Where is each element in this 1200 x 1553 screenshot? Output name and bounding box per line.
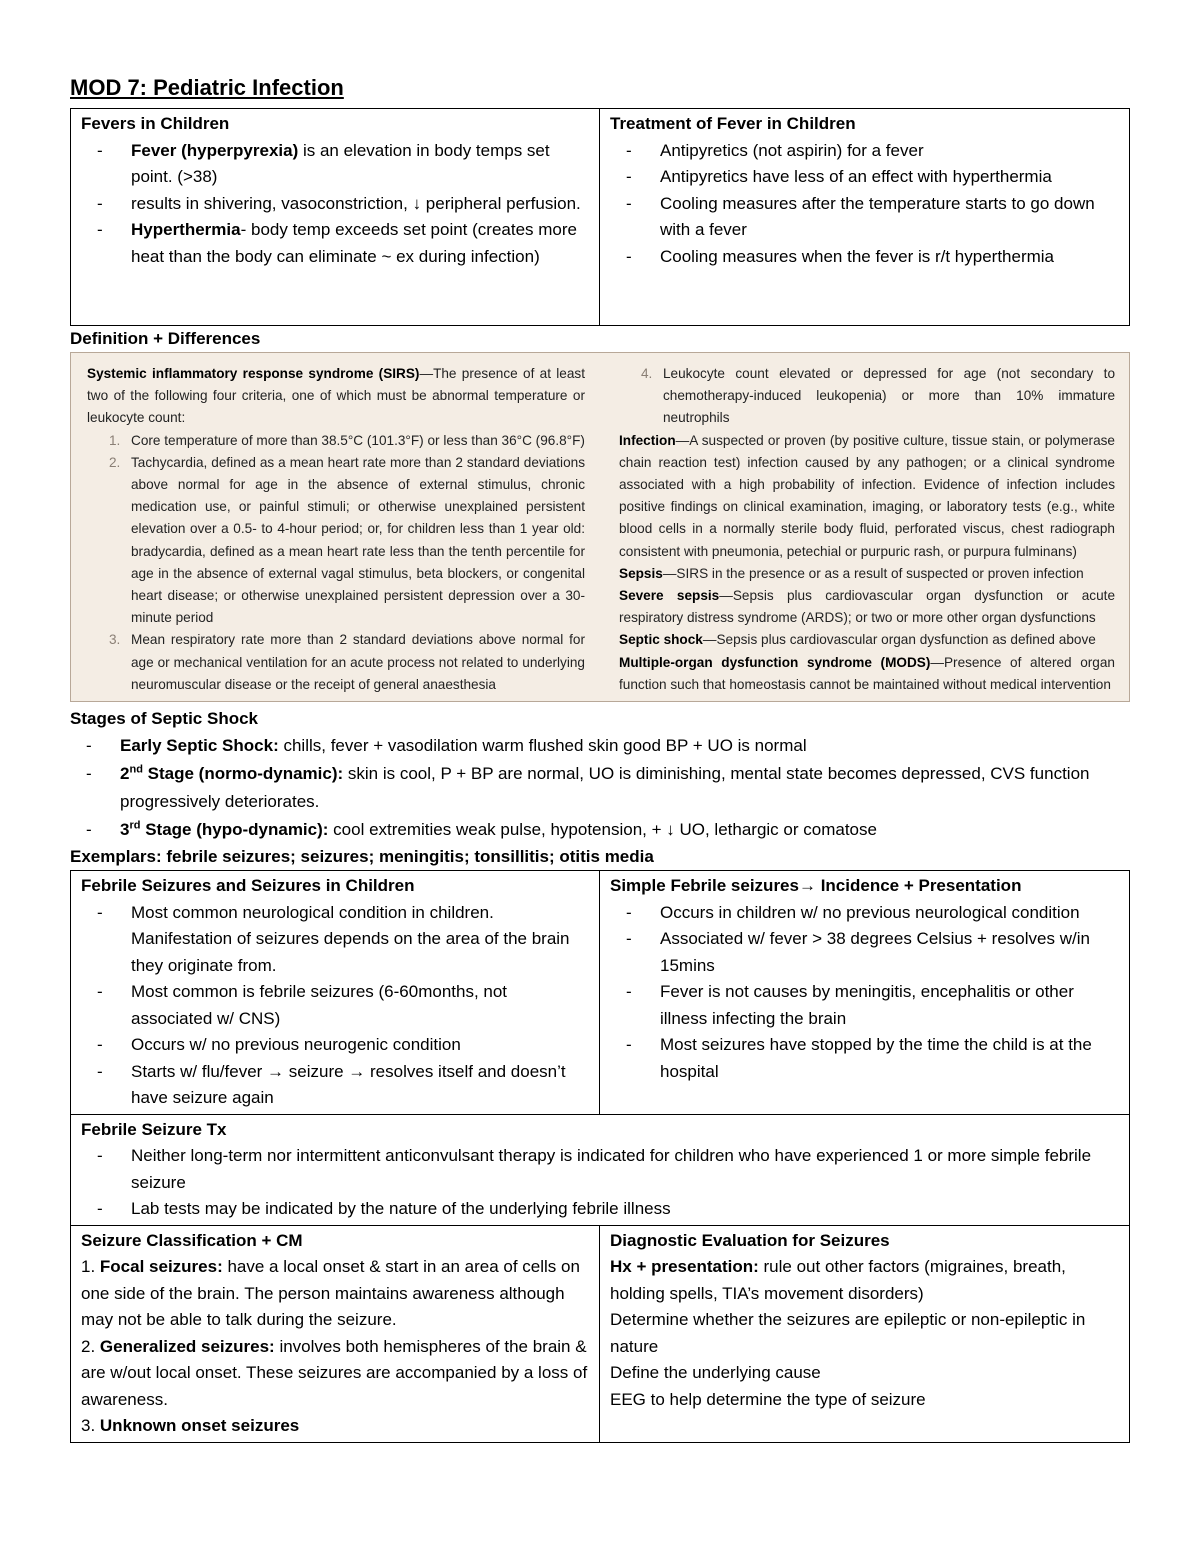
stage-ordinal: rd	[129, 819, 141, 832]
text: results in shivering, vasoconstriction, ↓ peripheral perfusion.	[131, 193, 581, 213]
list-item: - Fever is not causes by meningitis, encephalitis or other illness infecting the brain	[610, 979, 1121, 1032]
criterion	[619, 363, 1115, 430]
definition-infection	[619, 430, 1115, 563]
term: Hyperthermia	[131, 220, 241, 239]
stage-label: Stage (normo-dynamic):	[142, 764, 344, 783]
stages-heading: Stages of Septic Shock	[70, 709, 258, 728]
definition-text: —Sepsis plus cardiovascular organ dysfunction as defined above	[702, 632, 1096, 648]
diagnostic-line: Define the underlying cause	[610, 1363, 821, 1382]
term: Fever (hyperpyrexia)	[131, 140, 299, 160]
list-item	[81, 138, 591, 191]
tx-heading: Febrile Seizure Tx	[81, 1119, 227, 1139]
figure-left-column	[87, 363, 585, 696]
treatment-heading: Treatment of Fever in Children	[610, 114, 856, 133]
list-item: - Neither long-term nor intermittent anticonvulsant therapy is indicated for children who have experienced 1 or more simple febrile seizure	[81, 1143, 1121, 1196]
simple-list	[610, 900, 1121, 1086]
definition-term: Infection	[619, 432, 676, 448]
definition-sepsis	[619, 563, 1115, 585]
item-text: rule out other factors (migraines, breath, holding spells, TIA’s movement disorders)	[610, 1257, 1066, 1303]
list-item: - Cooling measures when the fever is r/t hyperthermia	[610, 244, 1121, 271]
criterion	[87, 629, 585, 696]
fevers-list	[81, 138, 591, 271]
list-item: - Cooling measures after the temperature starts to go down with a fever	[610, 191, 1121, 244]
fevers-cell	[71, 109, 600, 326]
criterion-text: Tachycardia, defined as a mean heart rate more than 2 standard deviations above normal for age in the absence of external stimulus, chronic medication use, or painful stimuli; or otherwise unexplained persistent elevation over a 0.5- to 4-hour period; or, for children less than 1 year old: bradycardia, defined as a mean heart rate less than the tenth percentile for age in the absence of external vagal stimulus, beta blockers, or congenital heart disease; or otherwise unexplained persistent depression over a 30-minute period	[131, 454, 585, 626]
fevers-heading: Fevers in Children	[81, 114, 230, 133]
list-item: - Most common is febrile seizures (6-60months, not associated w/ CNS)	[81, 979, 591, 1032]
simple-febrile-cell	[600, 871, 1130, 1115]
diagnostic-heading: Diagnostic Evaluation for Seizures	[610, 1230, 890, 1250]
criterion	[87, 430, 585, 452]
list-item: - Most seizures have stopped by the time the child is at the hospital	[610, 1032, 1121, 1085]
list-item	[81, 191, 591, 218]
classification-heading: Seizure Classification + CM	[81, 1230, 303, 1250]
definition-mods	[619, 652, 1115, 696]
treatment-list	[610, 138, 1121, 271]
criterion-number: 2.	[109, 454, 121, 470]
text: - body temp exceeds set point (creates more heat than the body can eliminate ~ ex during infection)	[131, 220, 577, 266]
febrile-heading: Febrile Seizures and Seizures in Children	[81, 876, 415, 895]
definition-term: Sepsis	[619, 565, 663, 581]
list-item: - Occurs in children w/ no previous neurological condition	[610, 900, 1121, 927]
seizure-table	[70, 870, 1130, 1443]
stage-ordinal: nd	[129, 763, 143, 776]
sirs-text: —The presence of at least two of the following four criteria, one of which must be abnormal temperature or leukocyte count:	[87, 366, 586, 426]
stage-label: Early Septic Shock:	[120, 736, 279, 755]
list-item: - Most common neurological condition in children. Manifestation of seizures depends on the area of the brain they originate from.	[81, 900, 591, 980]
criterion-number: 4.	[641, 366, 653, 381]
definition-text: —Presence of altered organ function such that homeostasis cannot be maintained without medical intervention	[619, 654, 1115, 692]
criterion-text: Mean respiratory rate more than 2 standard deviations above normal for age or mechanical ventilation for an acute process not related to underlying neuromuscular disease or the receipt of general anaesthesia	[131, 632, 585, 692]
list-item: - Starts w/ flu/fever → seizure → resolves itself and doesn’t have seizure again	[81, 1059, 591, 1112]
definition-text: —A suspected or proven (by positive culture, tissue stain, or polymerase chain reaction test) infection caused by any pathogen; or a clinical syndrome associated with a high probability of infection. Evidence of infection includes positive findings on clinical examination, imaging, or laboratory tests (e.g., white blood cells in a normally sterile body fluid, perforated viscus, chest radiograph consistent with pneumonia, petechial or purpuric rash, or purpura fulminans)	[619, 432, 1115, 559]
simple-heading: Simple Febrile seizures→ Incidence + Presentation	[610, 876, 1022, 895]
item-label: Unknown onset seizures	[99, 1416, 300, 1435]
item-label: Focal seizures:	[99, 1257, 223, 1276]
document-page	[70, 74, 1130, 1443]
item-text: involves both hemispheres of the brain & are w/out local onset. These seizures are accompanied by a loss of awareness.	[81, 1336, 588, 1409]
stage-text: cool extremities weak pulse, hypotension, + ↓ UO, lethargic or comatose	[328, 820, 877, 839]
definition-term: Septic shock	[619, 632, 703, 648]
stage-third	[70, 816, 1130, 844]
figure-right-column	[619, 363, 1115, 696]
stage-text: skin is cool, P + BP are normal, UO is diminishing, mental state becomes depressed, CVS function progressively deteriorates.	[120, 764, 1090, 811]
tx-list	[81, 1143, 1121, 1223]
febrile-seizures-cell	[71, 871, 600, 1115]
stage-early	[70, 732, 1130, 760]
page-title: MOD 7: Pediatric Infection	[70, 75, 344, 100]
list-item	[81, 217, 591, 270]
diagnostic-hx	[610, 1254, 1121, 1307]
treatment-cell	[600, 109, 1130, 326]
list-item: - Lab tests may be indicated by the nature of the underlying febrile illness	[81, 1196, 1121, 1223]
stage-second	[70, 760, 1130, 816]
sirs-definitions-figure	[70, 352, 1130, 702]
stage-label: Stage (hypo-dynamic):	[140, 820, 329, 839]
stage-text: chills, fever + vasodilation warm flushed skin good BP + UO is normal	[278, 736, 807, 755]
criterion-text: Core temperature of more than 38.5°C (101.3°F) or less than 36°C (96.8°F)	[131, 432, 585, 448]
list-item: - Antipyretics have less of an effect with hyperthermia	[610, 164, 1121, 191]
diagnostic-line: Determine whether the seizures are epileptic or non-epileptic in nature	[610, 1310, 1086, 1356]
definition-septic-shock	[619, 629, 1115, 651]
febrile-list	[81, 900, 591, 1112]
item-label: Hx + presentation:	[610, 1257, 759, 1276]
criterion-text: Leukocyte count elevated or depressed for age (not secondary to chemotherapy-induced leukopenia) or more than 10% immature neutrophils	[663, 366, 1115, 426]
item-label: Generalized seizures:	[99, 1336, 275, 1356]
fever-table	[70, 108, 1130, 326]
item-number: 2.	[81, 1336, 100, 1356]
classification-item-generalized	[81, 1334, 591, 1414]
classification-cell	[71, 1225, 600, 1442]
definition-text: —SIRS in the presence or as a result of suspected or proven infection	[662, 565, 1084, 581]
classification-item-focal	[81, 1254, 591, 1334]
diagnostic-cell	[600, 1225, 1130, 1442]
exemplars-heading: Exemplars: febrile seizures; seizures; meningitis; tonsillitis; otitis media	[70, 847, 654, 866]
definition-heading: Definition + Differences	[70, 329, 261, 348]
item-number: 1.	[81, 1257, 100, 1276]
stage-number: 2	[120, 764, 130, 783]
text: is an elevation in body temps set point. (>38)	[131, 140, 550, 186]
criterion-number: 3.	[109, 632, 121, 648]
definition-severe-sepsis	[619, 585, 1115, 629]
list-item: - Associated w/ fever > 38 degrees Celsius + resolves w/in 15mins	[610, 926, 1121, 979]
definition-term: Severe sepsis	[619, 588, 720, 604]
list-item: - Antipyretics (not aspirin) for a fever	[610, 138, 1121, 165]
sirs-term: Systemic inflammatory response syndrome (SIRS)	[87, 366, 420, 381]
definition-term: Multiple-organ dysfunction syndrome (MODS)	[619, 654, 931, 670]
criterion-number: 1.	[109, 432, 121, 448]
criteria-list-continued	[619, 363, 1115, 430]
diagnostic-line: EEG to help determine the type of seizure	[610, 1389, 926, 1409]
stage-number: 3	[120, 820, 130, 839]
item-number: 3.	[81, 1416, 100, 1435]
definition-text: —Sepsis plus cardiovascular organ dysfunction or acute respiratory distress syndrome (ARDS); or two or more other organ dysfunctions	[619, 588, 1116, 626]
classification-item-unknown	[81, 1413, 591, 1440]
item-text: have a local onset & start in an area of cells on one side of the brain. The person maintains awareness although may not be able to talk during the seizure.	[81, 1257, 580, 1329]
criterion	[87, 452, 585, 630]
stages-list	[70, 732, 1130, 844]
febrile-tx-cell	[71, 1114, 1130, 1225]
criteria-list	[87, 430, 585, 696]
list-item: - Occurs w/ no previous neurogenic condition	[81, 1032, 591, 1059]
